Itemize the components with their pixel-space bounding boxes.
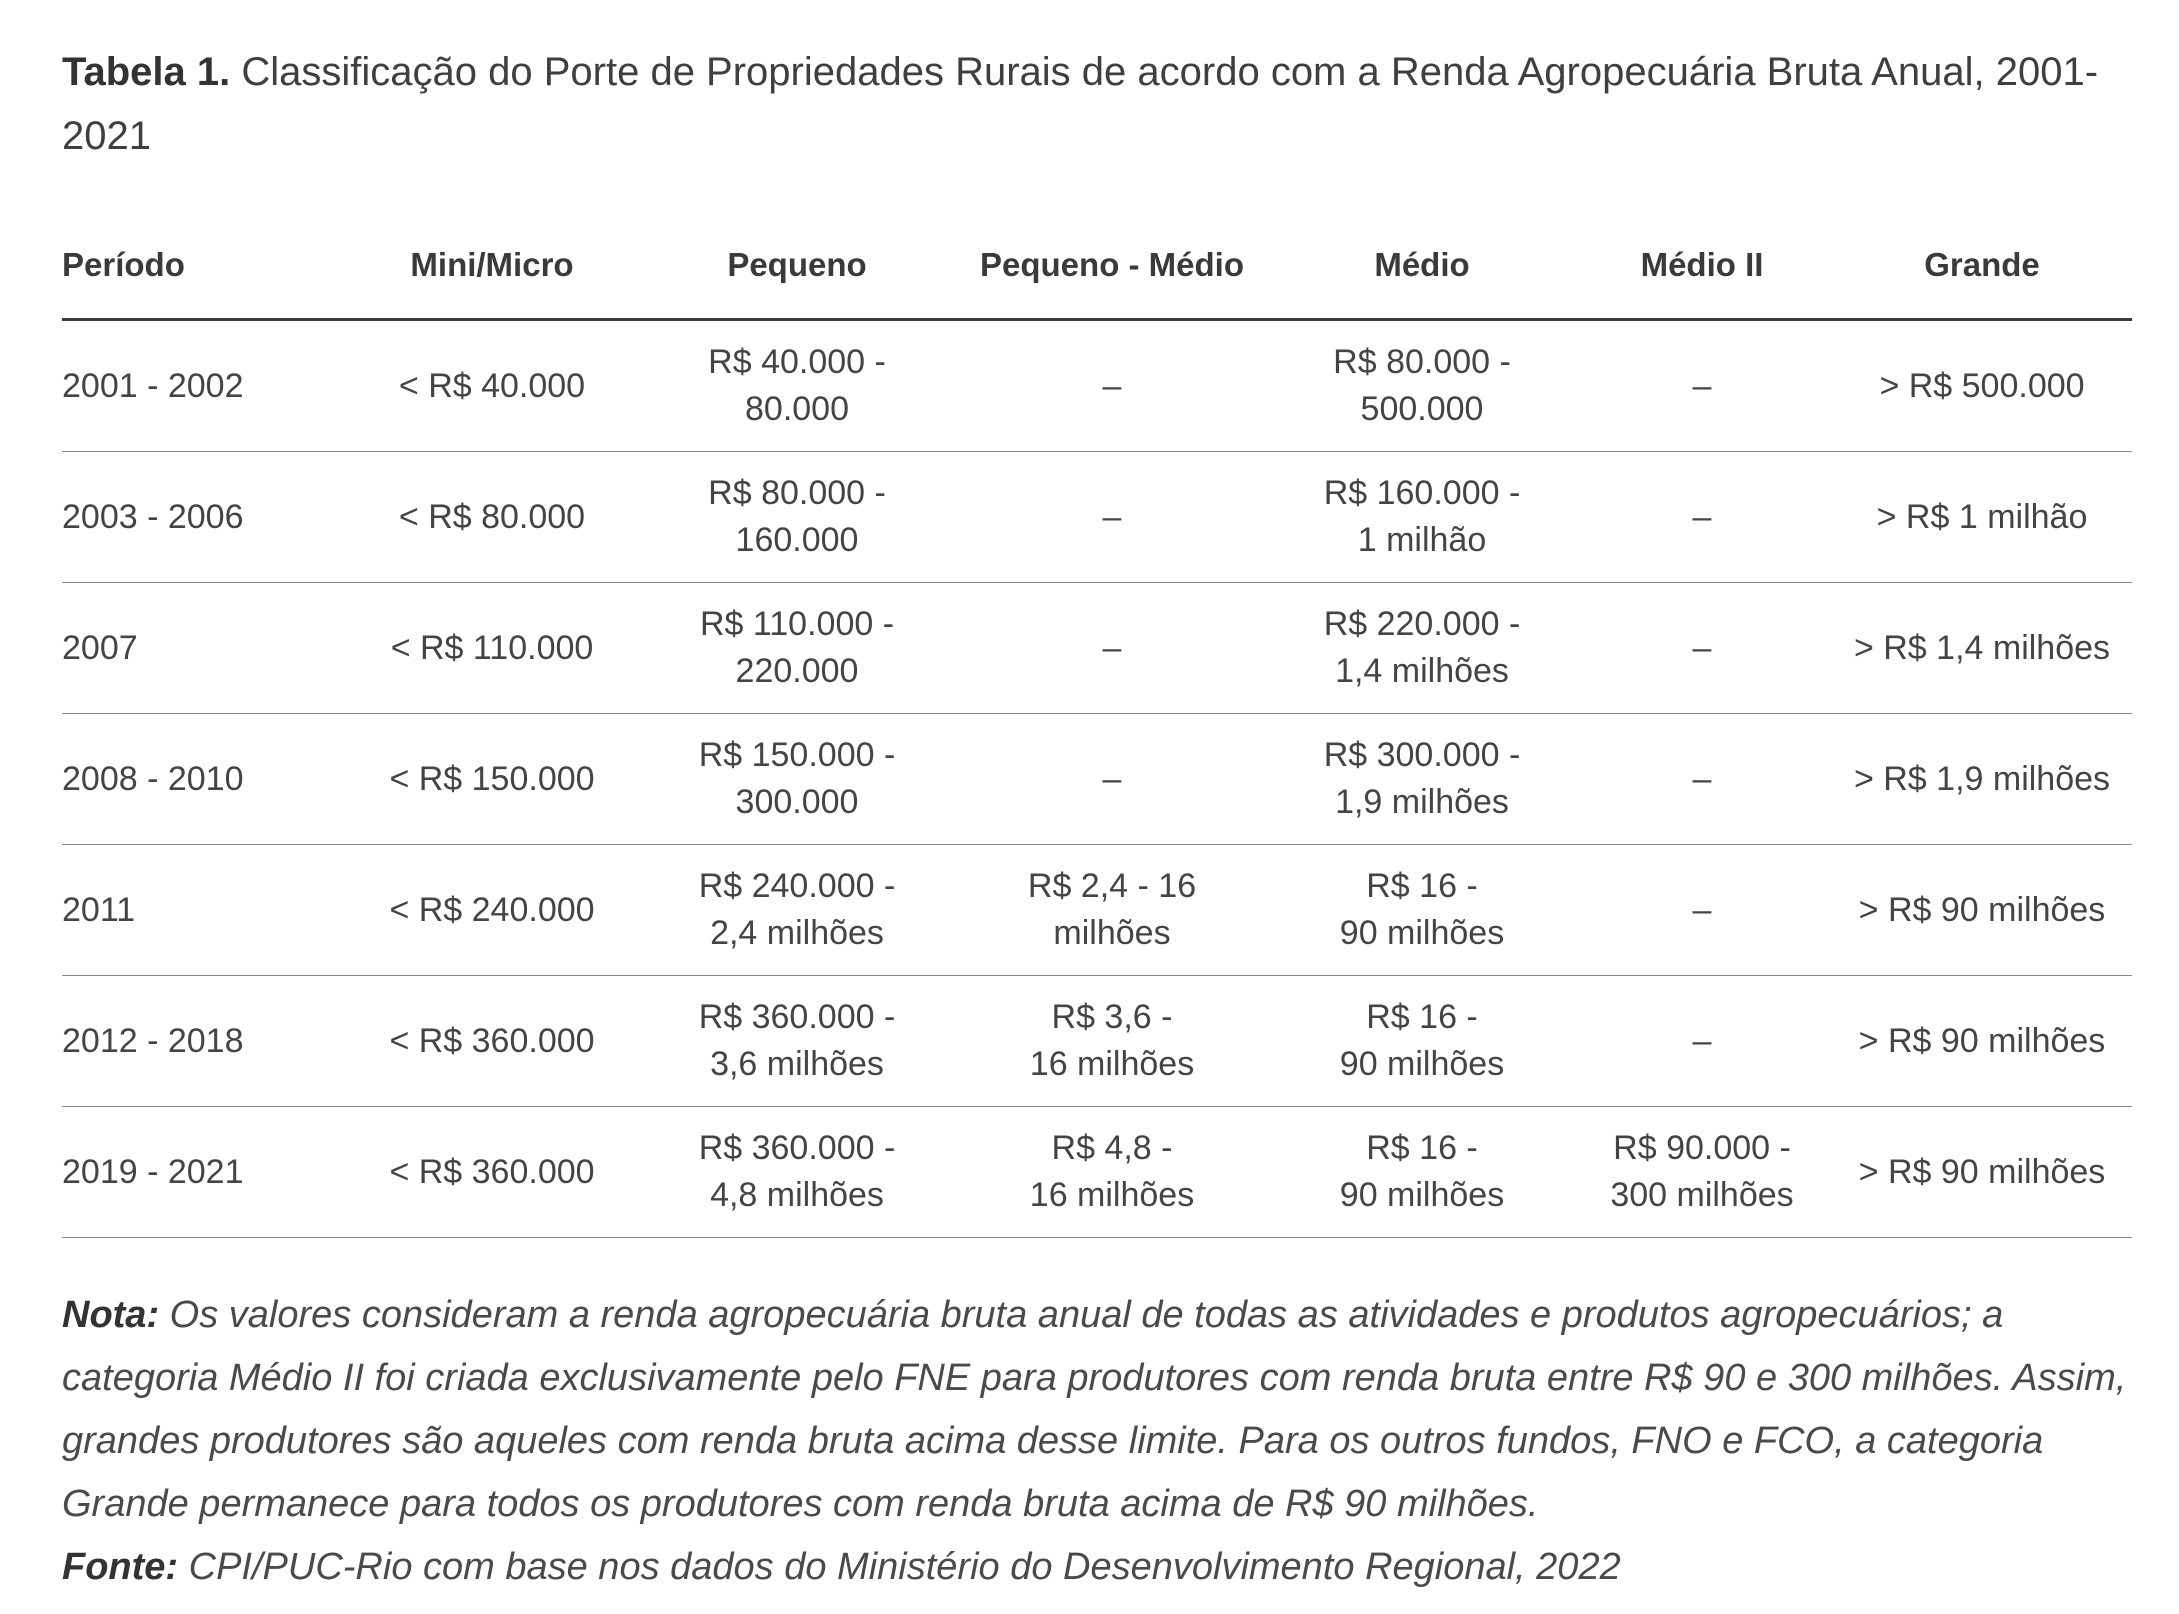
cell-line: 1 milhão — [1357, 521, 1487, 559]
cell-pequeno-medio — [952, 845, 1272, 976]
table-row — [62, 845, 2132, 976]
cell-line: R$ 40.000 - — [708, 343, 886, 381]
source-text: CPI/PUC-Rio com base nos dados do Ministério do Desenvolvimento Regional, 2022 — [188, 1546, 1621, 1588]
cell-medio — [1272, 452, 1572, 583]
cell-periodo: 2008 - 2010 — [62, 714, 342, 845]
cell-medio — [1272, 976, 1572, 1107]
header-medio: Médio — [1272, 234, 1572, 320]
table-row — [62, 583, 2132, 714]
cell-medio-ii — [1572, 452, 1832, 583]
cell-medio — [1272, 320, 1572, 452]
cell-line: R$ 3,6 - — [1051, 998, 1173, 1036]
cell-periodo: 2019 - 2021 — [62, 1107, 342, 1238]
cell-mini-micro: < R$ 80.000 — [342, 452, 642, 583]
header-grande: Grande — [1832, 234, 2132, 320]
cell-line: 220.000 — [735, 652, 859, 690]
cell-periodo: 2011 — [62, 845, 342, 976]
cell-line: 1,4 milhões — [1335, 652, 1509, 690]
source-paragraph — [62, 1536, 2132, 1599]
table-row — [62, 320, 2132, 452]
cell-medio-ii — [1572, 1107, 1832, 1238]
cell-line: R$ 90.000 - — [1613, 1129, 1791, 1167]
cell-line: R$ 220.000 - — [1323, 605, 1521, 643]
table-row — [62, 714, 2132, 845]
cell-pequeno-medio — [952, 452, 1272, 583]
cell-line: R$ 2,4 - 16 — [1027, 867, 1197, 905]
cell-grande: > R$ 1 milhão — [1832, 452, 2132, 583]
cell-line: – — [1692, 759, 1712, 798]
cell-line: – — [1692, 497, 1712, 536]
cell-line: 1,9 milhões — [1335, 783, 1509, 821]
note-label: Nota: — [62, 1294, 160, 1336]
document-page — [62, 40, 2132, 1599]
cell-pequeno — [642, 976, 952, 1107]
cell-pequeno — [642, 1107, 952, 1238]
cell-line: – — [1102, 497, 1122, 536]
cell-line: 300.000 — [735, 783, 859, 821]
cell-medio — [1272, 583, 1572, 714]
cell-line: – — [1692, 1021, 1712, 1060]
cell-pequeno — [642, 320, 952, 452]
cell-medio — [1272, 845, 1572, 976]
classification-table — [62, 234, 2132, 1238]
cell-line: R$ 160.000 - — [1323, 474, 1521, 512]
cell-mini-micro: < R$ 150.000 — [342, 714, 642, 845]
cell-medio-ii — [1572, 845, 1832, 976]
cell-line: – — [1692, 628, 1712, 667]
cell-medio — [1272, 1107, 1572, 1238]
cell-grande: > R$ 1,4 milhões — [1832, 583, 2132, 714]
table-notes — [62, 1284, 2132, 1599]
cell-pequeno-medio — [952, 714, 1272, 845]
cell-line: 3,6 milhões — [710, 1045, 884, 1083]
cell-periodo: 2012 - 2018 — [62, 976, 342, 1107]
cell-periodo: 2007 — [62, 583, 342, 714]
table-title-text: Classificação do Porte de Propriedades Rurais de acordo com a Renda Agropecuária Bruta Anual, 2001-2021 — [62, 50, 2099, 158]
cell-line: 300 milhões — [1610, 1176, 1794, 1214]
cell-medio-ii — [1572, 320, 1832, 452]
cell-line: R$ 16 - — [1366, 998, 1478, 1036]
cell-medio-ii — [1572, 714, 1832, 845]
cell-line: 16 milhões — [1029, 1045, 1195, 1083]
cell-pequeno — [642, 452, 952, 583]
cell-pequeno-medio — [952, 1107, 1272, 1238]
cell-line: 90 milhões — [1339, 1045, 1505, 1083]
cell-line: – — [1692, 890, 1712, 929]
cell-mini-micro: < R$ 240.000 — [342, 845, 642, 976]
cell-mini-micro: < R$ 110.000 — [342, 583, 642, 714]
cell-line: 16 milhões — [1029, 1176, 1195, 1214]
cell-line: R$ 80.000 - — [708, 474, 886, 512]
table-row — [62, 452, 2132, 583]
cell-line: R$ 16 - — [1366, 1129, 1478, 1167]
table-header-row — [62, 234, 2132, 320]
cell-line: 500.000 — [1360, 390, 1484, 428]
cell-line: 90 milhões — [1339, 1176, 1505, 1214]
cell-line: 80.000 — [745, 390, 849, 428]
cell-line: R$ 360.000 - — [698, 998, 896, 1036]
cell-mini-micro: < R$ 360.000 — [342, 1107, 642, 1238]
header-medio-ii: Médio II — [1572, 234, 1832, 320]
cell-pequeno — [642, 845, 952, 976]
header-periodo: Período — [62, 234, 342, 320]
table-row — [62, 976, 2132, 1107]
cell-pequeno-medio — [952, 976, 1272, 1107]
cell-line: 90 milhões — [1339, 914, 1505, 952]
cell-medio-ii — [1572, 976, 1832, 1107]
cell-pequeno — [642, 714, 952, 845]
cell-grande: > R$ 90 milhões — [1832, 845, 2132, 976]
cell-periodo: 2003 - 2006 — [62, 452, 342, 583]
cell-line: – — [1102, 366, 1122, 405]
cell-line: R$ 4,8 - — [1051, 1129, 1173, 1167]
cell-pequeno — [642, 583, 952, 714]
cell-medio-ii — [1572, 583, 1832, 714]
header-mini-micro: Mini/Micro — [342, 234, 642, 320]
cell-line: R$ 80.000 - — [1333, 343, 1511, 381]
note-text: Os valores consideram a renda agropecuária bruta anual de todas as atividades e produtos agropecuários; a categoria Médio II foi criada exclusivamente pelo FNE para produtores com renda bruta entre R$ 90 e 300 milhões. Assim, grandes produtores são aqueles com renda bruta acima desse limite. Para os outros fundos, FNO e FCO, a categoria Grande permanece para todos os produtores com renda bruta acima de R$ 90 milhões. — [62, 1294, 2127, 1525]
cell-grande: > R$ 500.000 — [1832, 320, 2132, 452]
cell-line: – — [1102, 759, 1122, 798]
cell-line: R$ 240.000 - — [698, 867, 896, 905]
cell-line: R$ 360.000 - — [698, 1129, 896, 1167]
table-title-label: Tabela 1. — [62, 50, 231, 94]
table-body — [62, 320, 2132, 1238]
cell-line: 2,4 milhões — [710, 914, 884, 952]
cell-line: R$ 300.000 - — [1323, 736, 1521, 774]
cell-line: R$ 110.000 - — [699, 605, 895, 643]
cell-medio — [1272, 714, 1572, 845]
cell-mini-micro: < R$ 40.000 — [342, 320, 642, 452]
cell-line: 4,8 milhões — [710, 1176, 884, 1214]
source-label: Fonte: — [62, 1546, 179, 1588]
cell-grande: > R$ 1,9 milhões — [1832, 714, 2132, 845]
cell-line: 160.000 — [735, 521, 859, 559]
cell-pequeno-medio — [952, 583, 1272, 714]
note-paragraph — [62, 1284, 2132, 1536]
cell-line: R$ 16 - — [1366, 867, 1478, 905]
cell-periodo: 2001 - 2002 — [62, 320, 342, 452]
table-row — [62, 1107, 2132, 1238]
cell-pequeno-medio — [952, 320, 1272, 452]
cell-line: – — [1692, 366, 1712, 405]
cell-grande: > R$ 90 milhões — [1832, 976, 2132, 1107]
header-pequeno: Pequeno — [642, 234, 952, 320]
header-pequeno-medio: Pequeno - Médio — [952, 234, 1272, 320]
cell-line: – — [1102, 628, 1122, 667]
table-header — [62, 234, 2132, 320]
cell-line: milhões — [1053, 914, 1171, 952]
cell-grande: > R$ 90 milhões — [1832, 1107, 2132, 1238]
cell-mini-micro: < R$ 360.000 — [342, 976, 642, 1107]
cell-line: R$ 150.000 - — [698, 736, 896, 774]
table-title — [62, 40, 2122, 168]
